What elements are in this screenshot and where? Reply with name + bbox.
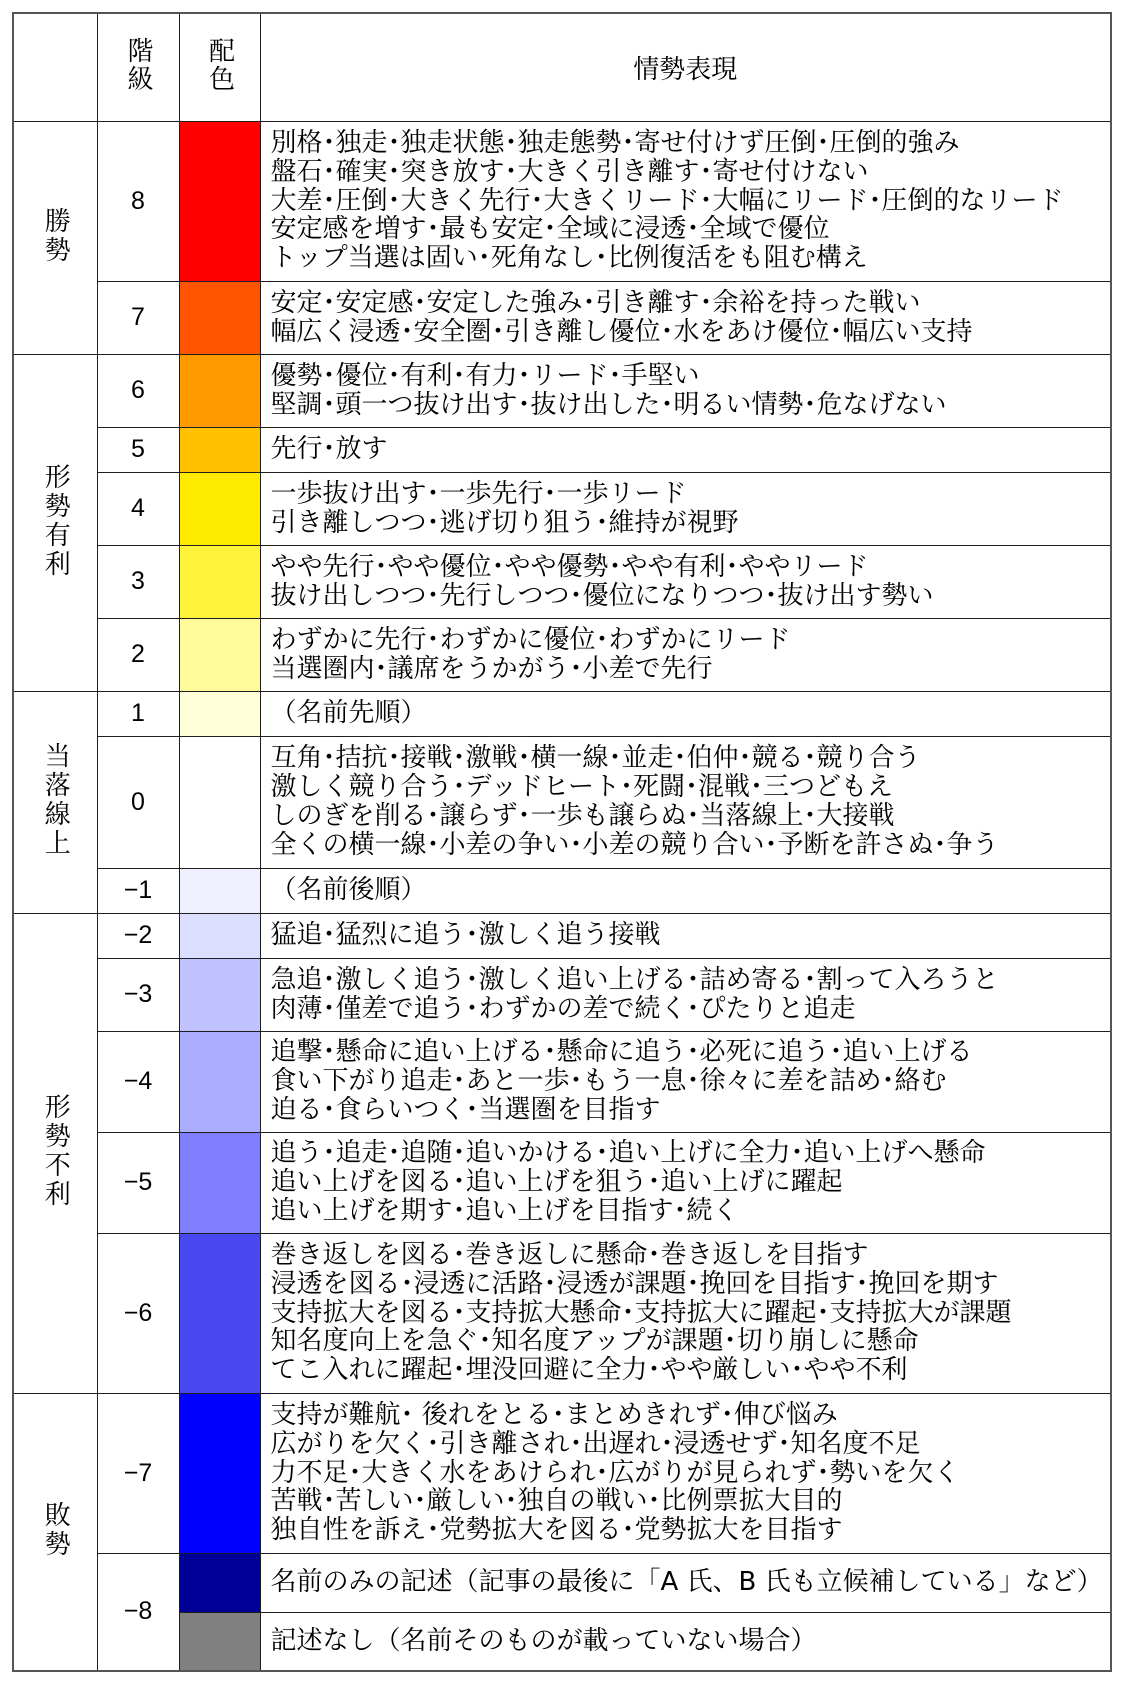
- expression-cell: [260, 1553, 1111, 1612]
- expression-cell: [260, 1132, 1111, 1233]
- table-row: [13, 958, 1111, 1031]
- expression-cell: [260, 691, 1111, 736]
- expression-line: （名前先順）: [270, 698, 427, 729]
- level-cell: −8: [97, 1553, 179, 1671]
- table-row: [13, 868, 1111, 913]
- table-row: [13, 354, 1111, 427]
- color-swatch: [179, 958, 260, 1031]
- expression-line: 記述なし（名前そのものが載っていない場合）: [270, 1625, 817, 1656]
- header-expression-cell: [260, 13, 1111, 121]
- expression-cell: [260, 913, 1111, 958]
- expression-line: 追い上げを期す･追い上げを目指す･続く: [270, 1195, 739, 1226]
- table-row: [13, 121, 1111, 281]
- category-label: 形勢有利: [40, 462, 71, 579]
- level-cell: 2: [97, 618, 179, 691]
- expression-line: 別格･独走･独走状態･独走態勢･寄せ付けず圧倒･圧倒的強み: [270, 128, 960, 158]
- expression-cell: [260, 736, 1111, 868]
- expression-cell: [260, 545, 1111, 618]
- expression-line: 追う･追走･追随･追いかける･追い上げに全力･追い上げへ懸命: [270, 1138, 986, 1169]
- expression-line: 独自性を訴え･党勢拡大を図る･党勢拡大を目指す: [270, 1515, 843, 1546]
- table-row: [13, 472, 1111, 545]
- expression-line: 知名度向上を急ぐ･知名度アップが課題･切り崩しに懸命: [270, 1326, 919, 1357]
- expression-line: 巻き返しを図る･巻き返しに懸命･巻き返しを目指す: [270, 1240, 869, 1270]
- level-cell: 4: [97, 472, 179, 545]
- expression-line: 安定･安定感･安定した強み･引き離す･余裕を持った戦い: [270, 287, 921, 318]
- table-row: [13, 691, 1111, 736]
- level-cell: −3: [97, 958, 179, 1031]
- expression-line: トップ当選は固い･死角なし･比例復活をも阻む構え: [270, 243, 868, 274]
- level-cell: 5: [97, 427, 179, 472]
- expression-line: しのぎを削る･譲らず･一歩も譲らぬ･当落線上･大接戦: [270, 801, 895, 831]
- expression-line: てこ入れに躍起･埋没回避に全力･やや厳しい･やや不利: [270, 1355, 908, 1386]
- table-row: [13, 281, 1111, 354]
- expression-line: 迫る･食らいつく･当選圏を目指す: [270, 1094, 661, 1125]
- expression-line: 支持拡大を図る･支持拡大懸命･支持拡大に躍起･支持拡大が課題: [270, 1297, 1012, 1328]
- table-row: [13, 1233, 1111, 1393]
- expression-line: 急追･激しく追う･激しく追い上げる･詰め寄る･割って入ろうと: [270, 964, 999, 995]
- expression-line: 互角･拮抗･接戦･激戦･横一線･並走･伯仲･競る･競り合う: [270, 743, 921, 774]
- expression-line: 苦戦･苦しい･厳しい･独自の戦い･比例票拡大目的: [270, 1486, 843, 1517]
- category-label: 当落線上: [40, 742, 71, 858]
- table-row: [13, 1132, 1111, 1233]
- header-category-cell: [13, 13, 97, 121]
- color-swatch: [179, 281, 260, 354]
- expression-line: 抜け出しつつ･先行しつつ･優位になりつつ･抜け出す勢い: [270, 580, 934, 611]
- table-row: [13, 618, 1111, 691]
- expression-cell: [260, 1393, 1111, 1553]
- color-swatch: [179, 736, 260, 868]
- table-row: [13, 545, 1111, 618]
- color-swatch: [179, 868, 260, 913]
- color-swatch: [179, 1233, 260, 1393]
- level-cell: −5: [97, 1132, 179, 1233]
- expression-cell: [260, 958, 1111, 1031]
- color-swatch: [179, 1132, 260, 1233]
- expression-cell: [260, 1612, 1111, 1671]
- expression-cell: [260, 1031, 1111, 1132]
- situation-expression-table: [12, 12, 1112, 1672]
- level-cell: 6: [97, 354, 179, 427]
- category-winning: [13, 121, 97, 354]
- level-cell: 0: [97, 736, 179, 868]
- table-row: [13, 1393, 1111, 1553]
- color-swatch: [179, 1553, 260, 1612]
- level-cell: −6: [97, 1233, 179, 1393]
- expression-line: （名前後順）: [270, 875, 427, 906]
- level-cell: −2: [97, 913, 179, 958]
- expression-line: 猛追･猛烈に追う･激しく追う接戦: [270, 920, 661, 951]
- category-advantage: [13, 354, 97, 691]
- table-row: [13, 736, 1111, 868]
- table-row: [13, 427, 1111, 472]
- expression-line: 追い上げを図る･追い上げを狙う･追い上げに躍起: [270, 1167, 843, 1198]
- table-row: [13, 913, 1111, 958]
- level-cell: −7: [97, 1393, 179, 1553]
- expression-cell: [260, 1233, 1111, 1393]
- expression-line: 安定感を増す･最も安定･全域に浸透･全域で優位: [270, 214, 830, 245]
- expression-cell: [260, 354, 1111, 427]
- category-label: 形勢不利: [40, 1093, 71, 1209]
- header-level-cell: [97, 13, 179, 121]
- expression-line: 盤石･確実･突き放す･大きく引き離す･寄せ付けない: [270, 156, 869, 187]
- color-swatch: [179, 913, 260, 958]
- expression-line: 堅調･頭一つ抜け出す･抜け出した･明るい情勢･危なげない: [270, 389, 947, 420]
- expression-line: 追撃･懸命に追い上げる･懸命に追う･必死に追う･追い上げる: [270, 1037, 973, 1068]
- table-row: [13, 1031, 1111, 1132]
- category-label: 勝勢: [40, 206, 71, 265]
- color-swatch: [179, 427, 260, 472]
- expression-line: 引き離しつつ･逃げ切り狙う･維持が視野: [270, 507, 739, 538]
- expression-line: 全くの横一線･小差の争い･小差の競り合い･予断を許さぬ･争う: [270, 829, 999, 860]
- header-level-label: 階級: [123, 37, 153, 94]
- color-swatch: [179, 618, 260, 691]
- expression-line: 一歩抜け出す･一歩先行･一歩リード: [270, 478, 687, 509]
- header-color-cell: [179, 13, 260, 121]
- expression-cell: [260, 618, 1111, 691]
- expression-line: 広がりを欠く･引き離され･出遅れ･浸透せず･知名度不足: [270, 1428, 921, 1459]
- level-cell: −4: [97, 1031, 179, 1132]
- header-row: [13, 13, 1111, 121]
- expression-line: 先行･放す: [270, 434, 388, 465]
- color-swatch: [179, 691, 260, 736]
- expression-cell: [260, 121, 1111, 281]
- expression-line: 力不足･大きく水をあけられ･広がりが見られず･勢いを欠く: [270, 1457, 960, 1488]
- expression-line: 優勢･優位･有利･有力･リード･手堅い: [270, 360, 700, 391]
- expression-line: 食い下がり追走･あと一歩･もう一息･徐々に差を詰め･絡む: [270, 1066, 947, 1097]
- table-row: [13, 1553, 1111, 1612]
- color-swatch: [179, 1612, 260, 1671]
- color-swatch: [179, 1031, 260, 1132]
- category-disadvantage: [13, 913, 97, 1393]
- level-cell: −1: [97, 868, 179, 913]
- expression-line: 浸透を図る･浸透に活路･浸透が課題･挽回を目指す･挽回を期す: [270, 1268, 999, 1299]
- level-cell: 3: [97, 545, 179, 618]
- expression-line: 当選圏内･議席をうかがう･小差で先行: [270, 653, 713, 684]
- color-swatch: [179, 545, 260, 618]
- level-cell: 7: [97, 281, 179, 354]
- expression-line: 激しく競り合う･デッドヒート･死闘･混戦･三つどもえ: [270, 772, 893, 803]
- expression-line: 肉薄･僅差で追う･わずかの差で続く･ぴたりと追走: [270, 993, 856, 1024]
- expression-cell: [260, 281, 1111, 354]
- color-swatch: [179, 354, 260, 427]
- category-losing: [13, 1393, 97, 1671]
- expression-cell: [260, 868, 1111, 913]
- category-borderline: [13, 691, 97, 913]
- header-color-label: 配色: [204, 37, 235, 94]
- expression-line: 名前のみの記述（記事の最後に「A 氏、B 氏も立候補している」など）: [270, 1567, 1103, 1598]
- level-cell: 1: [97, 691, 179, 736]
- category-label: 敗勢: [40, 1500, 71, 1559]
- expression-line: わずかに先行･わずかに優位･わずかにリード: [270, 624, 791, 655]
- expression-cell: [260, 427, 1111, 472]
- color-swatch: [179, 1393, 260, 1553]
- color-swatch: [179, 472, 260, 545]
- expression-line: 幅広く浸透･安全圏･引き離し優位･水をあけ優位･幅広い支持: [270, 316, 973, 347]
- color-swatch: [179, 121, 260, 281]
- expression-line: やや先行･やや優位･やや優勢･やや有利･ややリード: [270, 551, 869, 582]
- expression-line: 大差･圧倒･大きく先行･大きくリード･大幅にリード･圧倒的なリード: [270, 185, 1064, 216]
- expression-line: 支持が難航･ 後れをとる･まとめきれず･伸び悩み: [270, 1400, 838, 1430]
- level-cell: 8: [97, 121, 179, 281]
- header-expression-label: 情勢表現: [633, 54, 738, 85]
- expression-cell: [260, 472, 1111, 545]
